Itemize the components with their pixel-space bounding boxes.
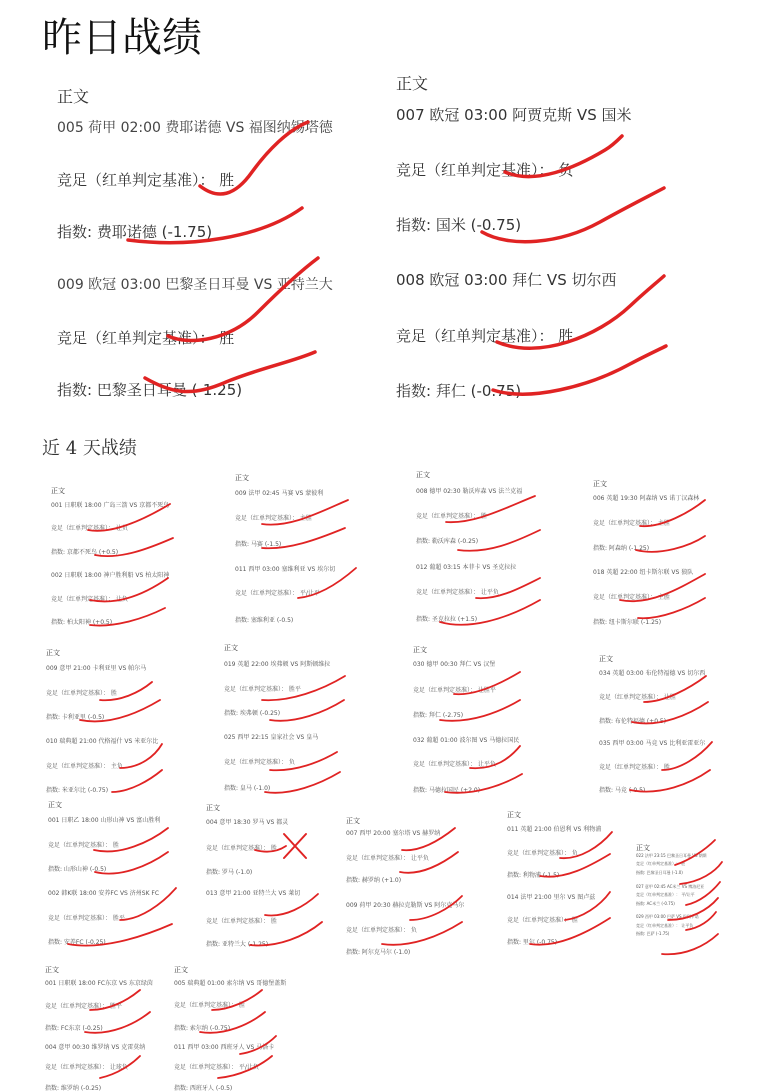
thumb-line: 指数: 圣克拉拉 (+1.5) [416, 616, 478, 623]
thumb-line: 竞足（红单判定基准）： 胜 [206, 918, 277, 925]
thumb-zhengwen: 正文 [174, 966, 188, 974]
thumb-line: 指数: 罗马 (-1.0) [206, 869, 253, 876]
left-match-2: 009 欧冠 03:00 巴黎圣日耳曼 VS 亚特兰大 [57, 277, 333, 293]
right-match-1: 007 欧冠 03:00 阿贾克斯 VS 国米 [396, 106, 632, 124]
thumb-line: 011 西甲 03:00 西班牙人 VS 马洛卡 [174, 1044, 275, 1051]
right-zhengwen: 正文 [396, 74, 429, 93]
thumb-line: 指数: 米亚尔比 (-0.75) [46, 787, 109, 794]
thumb-line: 指数: 巴萨 (-1.75) [636, 931, 670, 936]
thumb-line: 012 葡超 03:15 本菲卡 VS 圣克拉拉 [416, 564, 517, 571]
thumb-line: 竞足（红单判定基准）： 让平负 [346, 855, 429, 862]
thumb-zhengwen: 正文 [599, 655, 613, 663]
left-match-1: 005 荷甲 02:00 费耶诺德 VS 福图纳锡塔德 [57, 120, 333, 136]
thumb-line: 竞足（红单判定基准）： 让胜平 [413, 687, 496, 694]
thumb-line: 指数: 山形山神 (-0.5) [48, 866, 107, 873]
right-match-2-jingzu: 竞足（红单判定基准）： 胜 [396, 327, 574, 345]
thumb-zhengwen: 正文 [416, 471, 430, 479]
thumb-line: 竞足（红单判定基准）： 胜 [206, 845, 277, 852]
thumb-line: 竞足（红单判定基准）： 负 [346, 927, 417, 934]
thumb-line: 竞足（红单判定基准）： 让球负 [45, 1064, 128, 1071]
thumb-line: 指数: 利物浦 (-1.5) [507, 872, 560, 879]
thumb-line: 竞足（红单判定基准）： 负 [507, 850, 578, 857]
thumb-line: 019 英超 22:00 埃弗顿 VS 阿斯顿维拉 [224, 661, 331, 668]
thumb-line: 指数: 巴黎圣日耳曼 (-1.0) [636, 870, 683, 875]
thumb-line: 竞足（红单判定基准）： 平/让平 [235, 590, 320, 597]
thumb-line: 竞足（红单判定基准）： 胜 [599, 764, 670, 771]
thumb-line: 001 日职乙 18:00 山形山神 VS 富山胜利 [48, 817, 161, 824]
thumb-zhengwen: 正文 [636, 844, 650, 852]
thumb-line: 001 日职联 18:00 FC东京 VS 东京绿茵 [45, 980, 153, 987]
right-match-2-index: 指数: 拜仁 (-0.75) [396, 382, 522, 400]
thumb-line: 002 日职联 18:00 神户胜利船 VS 柏太阳神 [51, 572, 170, 579]
thumb-line: 011 英超 21:00 伯恩利 VS 利物浦 [507, 826, 602, 833]
left-zhengwen: 正文 [57, 87, 90, 106]
thumb-line: 007 西甲 20:00 塞尔塔 VS 赫罗纳 [346, 830, 441, 837]
thumb-line: 竞足（红单判定基准）： 胜 [636, 861, 686, 866]
thumb-line: 指数: 柏太阳神 (+0.5) [51, 619, 113, 626]
thumb-zhengwen: 正文 [346, 817, 360, 825]
thumb-line: 001 日职联 18:00 广岛三箭 VS 京都不死鸟 [51, 502, 170, 509]
thumb-line: 指数: 阿尔克马尔 (-1.0) [346, 949, 411, 956]
thumb-line: 竞足（红单判定基准）： 胜 [174, 1002, 245, 1009]
thumb-line: 指数: FC东京 (-0.25) [45, 1025, 103, 1032]
thumb-zhengwen: 正文 [206, 804, 220, 812]
thumb-line: 竞足（红单判定基准）： 主胜 [593, 594, 670, 601]
thumb-line: 009 荷甲 20:30 赫拉克勒斯 VS 阿尔克马尔 [346, 902, 465, 909]
thumb-line: 竞足（红单判定基准）： 让平负 [416, 589, 499, 596]
thumb-line: 027 意甲 02:45 AC米兰 VS 博洛尼亚 [636, 884, 705, 889]
section-title: 近 4 天战绩 [42, 438, 137, 459]
thumb-line: 010 瑞典超 21:00 代格福什 VS 米亚尔比 [46, 738, 159, 745]
thumb-line: 008 德甲 02:30 勒沃库森 VS 法兰克福 [416, 488, 523, 495]
thumb-line: 030 德甲 00:30 拜仁 VS 汉堡 [413, 661, 496, 668]
thumb-line: 009 意甲 21:00 卡利亚里 VS 帕尔马 [46, 665, 147, 672]
thumb-line: 指数: 赫罗纳 (+1.0) [346, 877, 402, 884]
thumb-zhengwen: 正文 [224, 644, 238, 652]
thumb-line: 指数: AC米兰 (-0.75) [636, 901, 675, 906]
thumb-line: 指数: 京都不死鸟 (+0.5) [51, 549, 119, 556]
thumb-zhengwen: 正文 [45, 966, 59, 974]
thumb-zhengwen: 正文 [593, 480, 607, 488]
thumb-line: 指数: 勒沃库森 (-0.25) [416, 538, 479, 545]
thumb-line: 竞足（红单判定基准）： 胜 [46, 690, 117, 697]
right-match-2: 008 欧冠 03:00 拜仁 VS 切尔西 [396, 271, 617, 289]
thumb-line: 竞足（红单判定基准）： 让负 [51, 525, 128, 532]
thumb-line: 竞足（红单判定基准）： 胜 [48, 842, 119, 849]
thumb-line: 004 意甲 00:30 维罗纳 VS 克雷莫纳 [45, 1044, 146, 1051]
thumb-line: 指数: 皇马 (-1.0) [224, 785, 271, 792]
thumb-line: 竞足（红单判定基准）： 胜平 [224, 686, 301, 693]
thumb-line: 竞足（红单判定基准）： 胜 [416, 513, 487, 520]
thumb-line: 指数: 马德拉国民 (+2.0) [413, 787, 481, 794]
thumb-line: 002 韩K联 18:00 安养FC VS 济州SK FC [48, 890, 160, 897]
thumb-line: 竞足（红单判定基准）： 主胜 [235, 515, 312, 522]
thumb-line: 034 英超 03:00 布伦特福德 VS 切尔西 [599, 670, 706, 677]
thumb-zhengwen: 正文 [413, 646, 427, 654]
page-title: 昨日战绩 [42, 15, 202, 61]
thumb-line: 竞足（红单判定基准）： 主负 [46, 763, 123, 770]
thumb-line: 006 英超 19:30 阿森纳 VS 诺丁汉森林 [593, 495, 700, 502]
thumb-line: 指数: 塞维利亚 (-0.5) [235, 617, 294, 624]
thumb-line: 竞足（红单判定基准）： 胜 [507, 917, 578, 924]
thumb-line: 指数: 卡利亚里 (-0.5) [46, 714, 105, 721]
thumb-line: 竞足（红单判定基准）： 平/让平 [636, 892, 695, 897]
thumb-line: 029 西甲 03:00 巴萨 VS 巴列卡诺 [636, 914, 699, 919]
thumb-line: 竞足（红单判定基准）： 让胜 [599, 694, 676, 701]
thumb-line: 指数: 索尔纳 (-0.75) [174, 1025, 231, 1032]
thumb-line: 009 法甲 02:45 马赛 VS 蒙彼利 [235, 490, 324, 497]
thumb-line: 竞足（红单判定基准）： 主胜 [593, 520, 670, 527]
thumb-line: 竞足（红单判定基准）： 胜平 [48, 915, 125, 922]
thumb-line: 指数: 亚特兰大 (-1.25) [206, 941, 269, 948]
thumb-line: 竞足（红单判定基准）： 让平负 [636, 923, 694, 928]
thumb-line: 竞足（红单判定基准）： 让平负 [413, 761, 496, 768]
thumb-line: 018 英超 22:00 纽卡斯尔联 VS 狼队 [593, 569, 694, 576]
thumb-line: 竞足（红单判定基准）： 负 [224, 759, 295, 766]
thumb-line: 指数: 拜仁 (-2.75) [413, 712, 464, 719]
thumb-line: 指数: 维罗纳 (-0.25) [45, 1085, 102, 1092]
thumb-line: 指数: 阿森纳 (-1.25) [593, 545, 650, 552]
thumb-line: 指数: 纽卡斯尔联 (-1.25) [593, 619, 662, 626]
left-match-1-jingzu: 竞足（红单判定基准）： 胜 [57, 171, 235, 189]
thumb-line: 014 法甲 21:00 里尔 VS 图卢兹 [507, 894, 596, 901]
right-match-1-index: 指数: 国米 (-0.75) [396, 216, 522, 234]
thumb-line: 竞足（红单判定基准）： 让负 [51, 596, 128, 603]
thumb-zhengwen: 正文 [235, 474, 249, 482]
thumb-zhengwen: 正文 [48, 801, 62, 809]
thumb-zhengwen: 正文 [507, 811, 521, 819]
right-match-1-jingzu: 竞足（红单判定基准）： 负 [396, 161, 574, 179]
thumb-line: 035 西甲 03:00 马竞 VS 比利亚雷亚尔 [599, 740, 706, 747]
thumb-line: 竞足（红单判定基准）： 平/让负 [174, 1064, 259, 1071]
thumb-line: 013 意甲 21:00 亚特兰大 VS 莱切 [206, 890, 301, 897]
thumb-line: 指数: 里尔 (-0.75) [507, 939, 558, 946]
thumb-line: 指数: 安养FC (-0.25) [48, 939, 106, 946]
thumb-line: 竞足（红单判定基准）： 胜平 [45, 1003, 122, 1010]
left-match-2-index: 指数: 巴黎圣日耳曼 (-1.25) [57, 381, 243, 399]
thumb-line: 指数: 埃弗顿 (-0.25) [224, 710, 281, 717]
thumb-line: 指数: 西班牙人 (-0.5) [174, 1085, 233, 1092]
thumb-zhengwen: 正文 [46, 649, 60, 657]
thumb-line: 032 葡超 01:00 波尔图 VS 马德拉国民 [413, 737, 520, 744]
thumb-zhengwen: 正文 [51, 487, 65, 495]
thumb-line: 指数: 布伦特福德 (+0.5) [599, 718, 667, 725]
thumb-line: 025 西甲 22:15 皇家社会 VS 皇马 [224, 734, 319, 741]
thumb-line: 004 意甲 18:30 罗马 VS 都灵 [206, 819, 289, 826]
thumb-line: 指数: 马赛 (-1.5) [235, 541, 282, 548]
thumb-line: 指数: 马竞 (-0.5) [599, 787, 646, 794]
left-match-1-index: 指数: 费耶诺德 (-1.75) [57, 223, 213, 241]
thumb-line: 005 瑞典超 01:00 索尔纳 VS 哥德堡盖斯 [174, 980, 287, 987]
left-match-2-jingzu: 竞足（红单判定基准）： 胜 [57, 329, 235, 347]
thumb-line: 011 西甲 03:00 塞维利亚 VS 埃尔切 [235, 566, 336, 573]
thumb-line: 022 法甲 23:15 巴黎圣日耳曼 VS 朗斯 [636, 853, 707, 858]
